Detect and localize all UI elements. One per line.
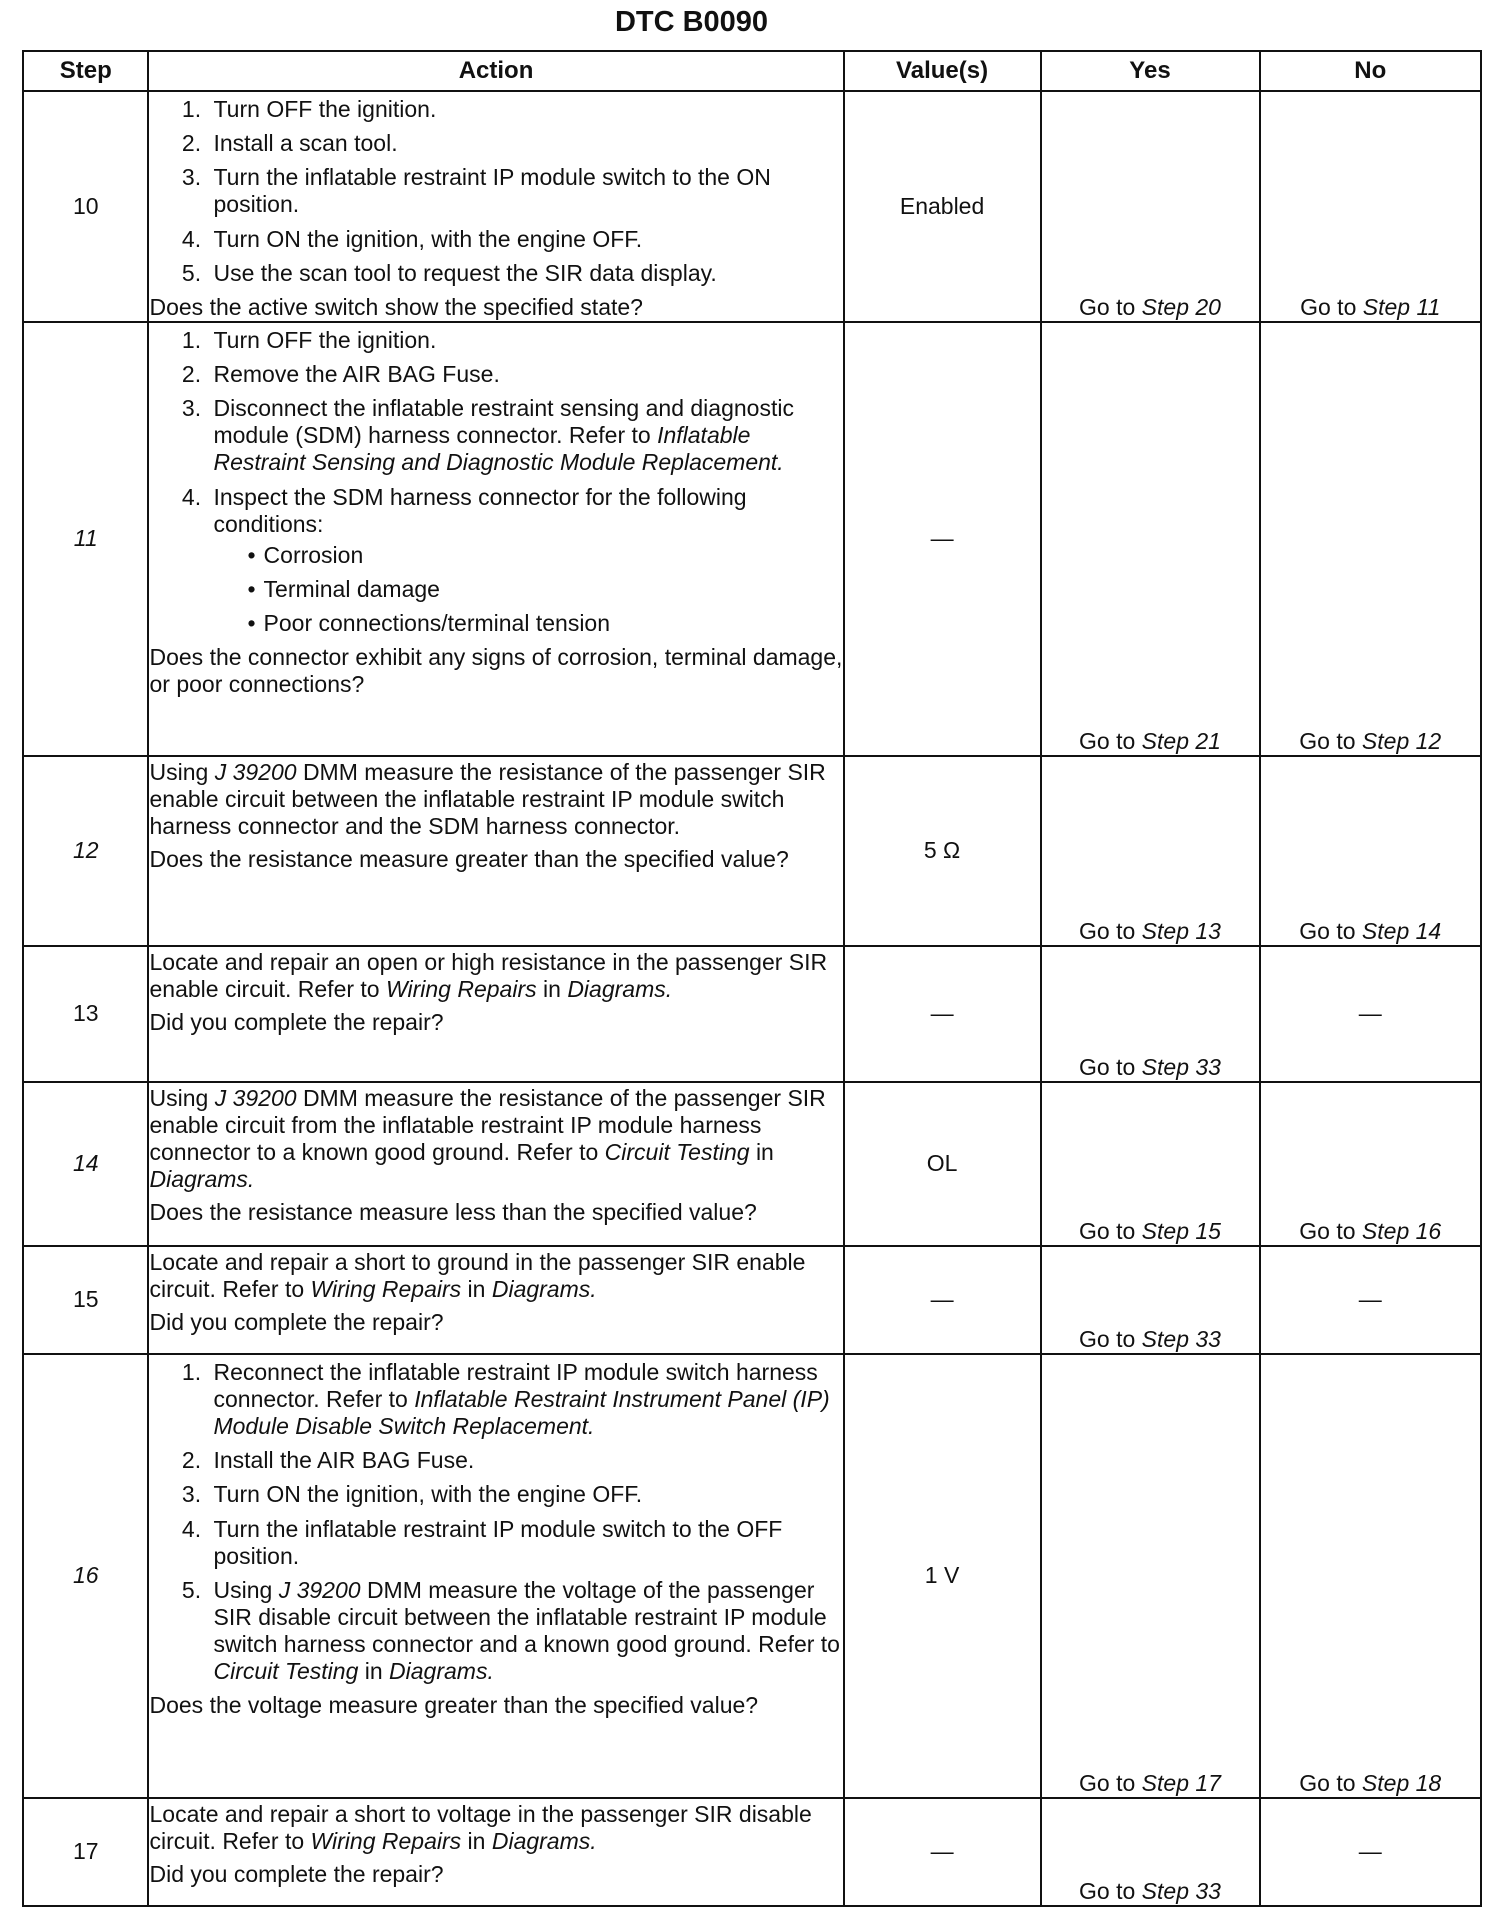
go-to-text: Go to <box>1079 293 1136 320</box>
no-cell <box>1260 322 1482 756</box>
action-text: Locate and repair a short to ground in the passenger SIR enable circuit. Refer to <box>149 1248 806 1302</box>
value-cell: 1 V <box>844 1354 1041 1798</box>
step-word: Step <box>1141 727 1189 754</box>
go-to-text: Go to <box>1299 1217 1356 1244</box>
yes-target: 17 <box>1195 1769 1221 1796</box>
reference-title: Wiring Repairs <box>310 1828 462 1854</box>
no-target: 12 <box>1415 727 1442 754</box>
yes-target: 33 <box>1195 1877 1221 1904</box>
step-word: Step <box>1141 1217 1189 1244</box>
action-text: in <box>467 1828 486 1854</box>
reference-title: Circuit Testing <box>604 1139 750 1166</box>
reference-title: Diagrams. <box>149 1166 255 1193</box>
list-item: 2. Remove the AIR BAG Fuse. <box>207 361 842 388</box>
no-cell <box>1260 1354 1482 1798</box>
list-item-text: Reconnect the inflatable restraint IP module switch harness connector. Refer to <box>213 1358 818 1412</box>
action-text: in <box>467 1276 486 1302</box>
go-to-text: Go to <box>1079 1769 1136 1796</box>
no-target: 18 <box>1415 1769 1442 1796</box>
action-list <box>149 327 842 637</box>
column-header-action: Action <box>148 51 843 91</box>
no-target: 16 <box>1415 1217 1442 1244</box>
go-to-text: Go to <box>1299 917 1356 944</box>
yes-cell <box>1041 322 1260 756</box>
action-cell <box>148 1798 843 1906</box>
action-list <box>149 96 842 287</box>
action-text: Using <box>149 758 209 785</box>
step-word: Step <box>1141 1877 1189 1904</box>
go-to-text: Go to <box>1299 727 1356 754</box>
go-to-text: Go to <box>1299 1769 1356 1796</box>
list-item: 5. Use the scan tool to request the SIR data display. <box>207 260 842 287</box>
go-to-text: Go to <box>1079 727 1136 754</box>
action-paragraph <box>149 949 842 1003</box>
list-item: 2. Install the AIR BAG Fuse. <box>207 1447 842 1474</box>
no-target: 14 <box>1415 917 1442 944</box>
no-cell: — <box>1260 946 1482 1082</box>
step-word: Step <box>1141 1053 1189 1080</box>
bullet-item: • Poor connections/terminal tension <box>241 610 842 637</box>
step-word: Step <box>1362 293 1411 320</box>
tool-name: J 39200 <box>214 1084 297 1111</box>
question-text: Does the resistance measure less than the specified value? <box>149 1199 757 1226</box>
value-cell: — <box>844 946 1041 1082</box>
list-item: 1. Turn OFF the ignition. <box>207 96 842 123</box>
table-row-step-17 <box>23 1798 1481 1906</box>
question-text: Does the active switch show the specified state? <box>149 293 643 320</box>
step-word: Step <box>1361 727 1410 754</box>
table-row-step-12 <box>23 756 1481 946</box>
list-item-text: Using <box>213 1576 273 1603</box>
table-row-step-10 <box>23 91 1481 322</box>
step-word: Step <box>1361 917 1410 944</box>
action-text: Locate and repair an open or high resistance in the passenger SIR enable circuit. Refer to <box>149 948 828 1002</box>
action-paragraph <box>149 1249 842 1303</box>
go-to-text: Go to <box>1079 1325 1136 1352</box>
step-number: 17 <box>23 1798 148 1906</box>
value-cell: — <box>844 1798 1041 1906</box>
list-item-text: Disconnect the inflatable restraint sensing and diagnostic module (SDM) harness connector. Refer to <box>213 395 794 449</box>
yes-target: 21 <box>1195 727 1221 754</box>
yes-target: 13 <box>1195 917 1221 944</box>
table-row-step-15 <box>23 1246 1481 1354</box>
list-item-text: in <box>364 1658 383 1685</box>
go-to-text: Go to <box>1300 293 1357 320</box>
list-item <box>207 1359 842 1440</box>
yes-cell <box>1041 946 1260 1082</box>
reference-title: Wiring Repairs <box>310 1276 462 1302</box>
reference-title: Circuit Testing <box>213 1658 359 1685</box>
list-item <box>207 484 842 638</box>
step-number: 15 <box>23 1246 148 1354</box>
action-text: Using <box>149 1084 209 1111</box>
list-item-text: DMM measure the voltage of the passenger SIR disable circuit between the inflatable restraint IP module switch harness connector and a known good ground. Refer to <box>213 1576 840 1657</box>
bullet-item: • Corrosion <box>241 542 842 569</box>
yes-cell <box>1041 1354 1260 1798</box>
list-item: 4. Turn the inflatable restraint IP module switch to the OFF position. <box>207 1516 842 1570</box>
go-to-text: Go to <box>1079 1053 1136 1080</box>
question-text: Did you complete the repair? <box>149 1861 444 1888</box>
step-number: 16 <box>23 1354 148 1798</box>
action-paragraph <box>149 1801 842 1855</box>
yes-target: 20 <box>1195 293 1221 320</box>
action-cell <box>148 1082 843 1246</box>
value-cell: 5 Ω <box>844 756 1041 946</box>
yes-target: 33 <box>1195 1053 1221 1080</box>
table-row-step-13 <box>23 946 1481 1082</box>
list-item: 2. Install a scan tool. <box>207 130 842 157</box>
value-cell: — <box>844 322 1041 756</box>
no-target: 11 <box>1416 293 1441 320</box>
yes-target: 33 <box>1195 1325 1221 1352</box>
action-cell <box>148 322 843 756</box>
reference-title: Inflatable Restraint Instrument Panel (IP) Module Disable Switch Replacement. <box>213 1386 830 1440</box>
action-text: Locate and repair a short to voltage in the passenger SIR disable circuit. Refer to <box>149 1800 812 1854</box>
yes-cell <box>1041 1246 1260 1354</box>
tool-name: J 39200 <box>278 1576 361 1603</box>
go-to-text: Go to <box>1079 917 1136 944</box>
no-cell: — <box>1260 1798 1482 1906</box>
action-text: DMM measure the resistance of the passenger SIR enable circuit from the inflatable restraint IP module harness connector to a known good ground. Refer to <box>149 1084 826 1166</box>
action-text: in <box>543 976 561 1002</box>
action-cell <box>148 91 843 322</box>
step-number: 13 <box>23 946 148 1082</box>
question-text: Does the resistance measure greater than the specified value? <box>149 846 789 873</box>
yes-cell <box>1041 91 1260 322</box>
no-cell: — <box>1260 1246 1482 1354</box>
yes-cell <box>1041 756 1260 946</box>
step-number: 14 <box>23 1082 148 1246</box>
column-header-step: Step <box>23 51 148 91</box>
list-item <box>207 395 842 476</box>
yes-cell <box>1041 1798 1260 1906</box>
step-word: Step <box>1361 1217 1410 1244</box>
yes-target: 15 <box>1195 1217 1221 1244</box>
step-number: 10 <box>23 91 148 322</box>
yes-cell <box>1041 1082 1260 1246</box>
column-header-no: No <box>1260 51 1482 91</box>
list-item: 3. Turn ON the ignition, with the engine OFF. <box>207 1481 842 1508</box>
value-cell: — <box>844 1246 1041 1354</box>
action-cell <box>148 1246 843 1354</box>
table-header-row <box>23 51 1481 91</box>
question-text: Did you complete the repair? <box>149 1009 444 1036</box>
action-cell <box>148 756 843 946</box>
step-word: Step <box>1361 1769 1410 1796</box>
action-list <box>149 1359 842 1685</box>
no-cell <box>1260 756 1482 946</box>
reference-title: Diagrams. <box>491 1276 597 1302</box>
step-number: 11 <box>23 322 148 756</box>
bullet-item: • Terminal damage <box>241 576 842 603</box>
value-cell: Enabled <box>844 91 1041 322</box>
list-item <box>207 1577 842 1686</box>
step-word: Step <box>1141 917 1189 944</box>
tool-name: J 39200 <box>214 758 297 785</box>
list-item: 3. Turn the inflatable restraint IP module switch to the ON position. <box>207 164 842 218</box>
table-row-step-14 <box>23 1082 1481 1246</box>
action-paragraph <box>149 1085 842 1194</box>
action-cell <box>148 946 843 1082</box>
action-cell <box>148 1354 843 1798</box>
question-text: Did you complete the repair? <box>149 1309 444 1336</box>
step-word: Step <box>1141 1769 1189 1796</box>
action-text: in <box>755 1139 774 1166</box>
condition-list <box>213 542 842 637</box>
column-header-values: Value(s) <box>844 51 1041 91</box>
question-text: Does the connector exhibit any signs of corrosion, terminal damage, or poor connections? <box>149 644 843 698</box>
action-paragraph <box>149 759 842 840</box>
reference-title: Diagrams. <box>389 1658 494 1685</box>
reference-title: Diagrams. <box>491 1828 597 1854</box>
table-row-step-11 <box>23 322 1481 756</box>
go-to-text: Go to <box>1079 1877 1136 1904</box>
go-to-text: Go to <box>1079 1217 1136 1244</box>
column-header-yes: Yes <box>1041 51 1260 91</box>
table-row-step-16 <box>23 1354 1481 1798</box>
action-text: DMM measure the resistance of the passenger SIR enable circuit between the inflatable restraint IP module switch harness connector and the SDM harness connector. <box>149 758 826 840</box>
no-cell <box>1260 1082 1482 1246</box>
step-number: 12 <box>23 756 148 946</box>
diagnostic-table <box>22 50 1482 1907</box>
list-item: 1. Turn OFF the ignition. <box>207 327 842 354</box>
value-cell: OL <box>844 1082 1041 1246</box>
question-text: Does the voltage measure greater than the specified value? <box>149 1692 759 1719</box>
step-word: Step <box>1141 293 1189 320</box>
no-cell <box>1260 91 1482 322</box>
list-item-text: Inspect the SDM harness connector for the following conditions: <box>213 483 747 537</box>
reference-title: Wiring Repairs <box>386 976 537 1002</box>
page-title: DTC B0090 <box>614 6 769 38</box>
step-word: Step <box>1141 1325 1189 1352</box>
reference-title: Diagrams. <box>567 976 673 1002</box>
reference-title: Inflatable Restraint Sensing and Diagnostic Module Replacement. <box>213 422 784 476</box>
list-item: 4. Turn ON the ignition, with the engine OFF. <box>207 226 842 253</box>
